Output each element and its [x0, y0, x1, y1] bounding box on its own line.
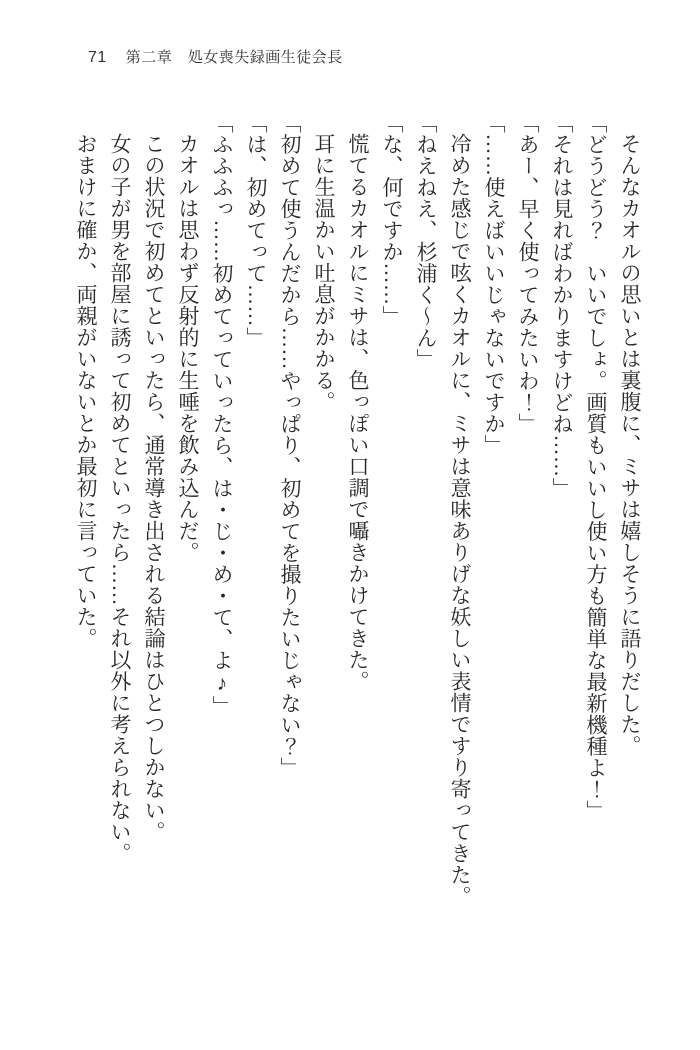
paragraph-narration: 女の子が男を部屋に誘って初めてといったら……それ以外に考えられない。	[108, 133, 132, 864]
paragraph-narration: おまけに確か、両親がいないとか最初に言っていた。	[74, 133, 98, 649]
paragraph-narration: この状況で初めてといったら、通常導き出される結論はひとつしかない。	[142, 133, 166, 843]
page-header	[88, 46, 343, 67]
paragraph-dialogue: 「それは見ればわかりますけどね……」	[550, 112, 574, 499]
paragraph-dialogue: 「あー、早く使ってみたいわ！」	[516, 112, 540, 435]
paragraph-narration: そんなカオルの思いとは裏腹に、ミサは嬉しそうに語りだした。	[618, 133, 642, 757]
paragraph-narration: カオルは思わず反射的に生唾を飲み込んだ。	[176, 133, 200, 563]
paragraph-dialogue: 「な、何ですか……」	[380, 112, 404, 327]
paragraph-dialogue: 「どうどう？ いいでしょ。画質もいいし使い方も簡単な最新機種よ！」	[584, 112, 608, 822]
paragraph-narration: 慌てるカオルにミサは、色っぽい口調で囁きかけてきた。	[346, 133, 370, 692]
chapter-title: 第二章 処女喪失録画生徒会長	[125, 49, 343, 66]
paragraph-dialogue: 「は、初めてって……」	[244, 112, 268, 349]
paragraph-dialogue: 「ねえねえ、杉浦く～ん」	[414, 112, 438, 370]
text-body	[67, 112, 647, 942]
page-number: 71	[88, 49, 107, 66]
paragraph-dialogue: 「初めて使うんだから……やっぱり、初めてを撮りたいじゃない？」	[278, 112, 302, 779]
paragraph-narration: 冷めた感じで呟くカオルに、ミサは意味ありげな妖しい表情ですり寄ってきた。	[448, 133, 472, 907]
paragraph-dialogue: 「ふふふっ……初めてっていったら、は・じ・め・て、よ♪」	[210, 112, 234, 717]
paragraph-dialogue: 「……使えばいいじゃないですか」	[482, 112, 506, 456]
paragraph-narration: 耳に生温かい吐息がかかる。	[312, 133, 336, 413]
